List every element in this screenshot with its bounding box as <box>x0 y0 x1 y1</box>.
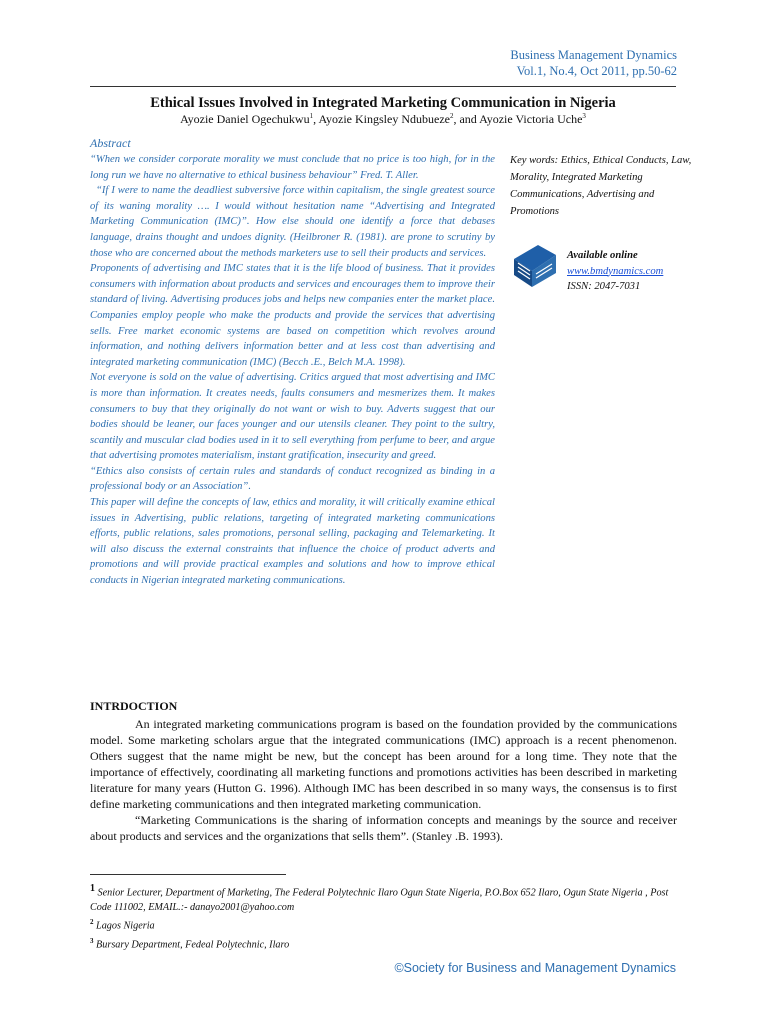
footnote-2: $^2$ Lagos Nigeria <box>90 918 155 932</box>
keywords: Key words: Ethics, Ethical Conducts, Law, Morality, Integrated Marketing Communications, Advertising and Promotions <box>510 155 692 217</box>
abstract-paragraph: “Ethics also consists of certain rules and standards of conduct recognized as binding in a professional body or an Association”. <box>90 465 495 493</box>
issn: ISSN: 2047-7031 <box>567 281 641 292</box>
journal-header <box>510 47 677 79</box>
abstract-paragraph: Not everyone is sold on the value of advertising. Critics argued that most advertising and IMC is more than information. It creates needs, faults consumers and mesmerizes them. It makes consumers to buy that they originally do not want or wish to buy. Adverts suggest that our bodies should be leaner, our faces younger and our utensils cleaner. They point to the sultry, scantily and muscular clad bodies used in it to sell everything from perfume to beer, and argue that advertising promotes materialism, instant gratification, insecurity and greed. <box>90 372 495 462</box>
author-name: Ayozie Daniel Ogechukwu <box>180 112 310 126</box>
footnote-divider <box>90 874 286 875</box>
journal-name: Business Management Dynamics <box>510 48 677 62</box>
website-link[interactable]: www.bmdynamics.com <box>567 265 664 277</box>
author-name: Ayozie Victoria Uche <box>479 112 583 126</box>
footnote-1: $^1$ Senior Lecturer, Department of Marketing, The Federal Polytechnic Ilaro Ogun State Nigeria, P.O.Box 652 Ilaro, Ogun State Nigeria , Post Code 111002, EMAIL.:- danayo2001@yahoo.com <box>90 883 669 914</box>
abstract-paragraph: This paper will define the concepts of law, ethics and morality, it will critically examine ethical issues in Advertising, public relations, targeting of integrated marketing communications efforts, public relations, sales promotions, personal selling, packaging and Telemarketing. It will also discuss the external constraints that influence the choice of product adverts and promotions and will provide practical examples and solutions and how to improve ethical conducts in Nigerian integrated marketing communications. <box>90 497 495 587</box>
abstract-paragraph: “If I were to name the deadliest subversive force within capitalism, the single greatest source of its waning morality …. I would without hesitation name “Advertising and Integrated Marketing Communication (IMC)”. How else should one identify a force that debases language, drains thought and undoes dignity. (Heilbroner R. (1981). are prone to scrutiny by those who are concerned about the methods marketers use to sell their products and services. <box>90 185 495 259</box>
author-name: Ayozie Kingsley Ndubueze <box>318 112 450 126</box>
section-heading: INTRDOCTION <box>90 699 178 713</box>
abstract-paragraph: “When we consider corporate morality we must conclude that no price is too high, for in the long run we have no alternative to ethical business behaviour” Fred. T. Aller. <box>90 154 495 181</box>
available-online-label: Available online <box>567 250 638 261</box>
paper-title: Ethical Issues Involved in Integrated Marketing Communication in Nigeria <box>150 95 616 111</box>
body-paragraph: “Marketing Communications is the sharing of information concepts and meanings by the source and receiver about products and services and the organizations that sells them”. (Stanley .B. 1993). <box>90 813 677 843</box>
body-paragraph: An integrated marketing communications program is based on the foundation provided by the communications model. Some marketing scholars argue that the integrated communications (IMC) approach is a recent phenomenon. Others suggest that the name might be new, but the concept has been around for a long time. They note that the importance of effectively, coordinating all marketing functions and promotions activities has been described in marketing literature for many years (Hutton G. 1996). Although IMC has been described in so many ways, the consensus is to first define marketing communications and then integrated marketing communication. <box>90 717 677 811</box>
footnotes <box>90 881 677 952</box>
footnote-3: $^3$ Bursary Department, Fedeal Polytechnic, Ilaro <box>90 936 290 951</box>
journal-issue: Vol.1, No.4, Oct 2011, pp.50-62 <box>516 64 677 78</box>
author-line: Ayozie Daniel Ogechukwu$^1$, Ayozie Kingsley Ndubueze$^2$, and Ayozie Victoria Uche$^3$ <box>180 112 586 126</box>
header-divider <box>90 86 676 87</box>
copyright-footer: ©Society for Business and Management Dynamics <box>394 961 676 975</box>
availability-block <box>567 248 663 295</box>
bmd-logo-icon <box>512 243 558 289</box>
abstract-body <box>90 152 495 589</box>
abstract-label: Abstract <box>90 136 131 150</box>
abstract-paragraph: Proponents of advertising and IMC states that it is the life blood of business. That it provides consumers with information about products and services and encourages them to improve their standard of living. Advertising produces jobs and helps new companies enter the market place. Companies employ people who make the products and provide the services that advertising sells. Free market economic systems are based on competition which revolves around information, and nothing delivers information better and at less cost than advertising and integrated marketing communication (IMC) (Becch .E., Belch M.A. 1998). <box>90 263 495 368</box>
introduction-body <box>90 716 677 844</box>
